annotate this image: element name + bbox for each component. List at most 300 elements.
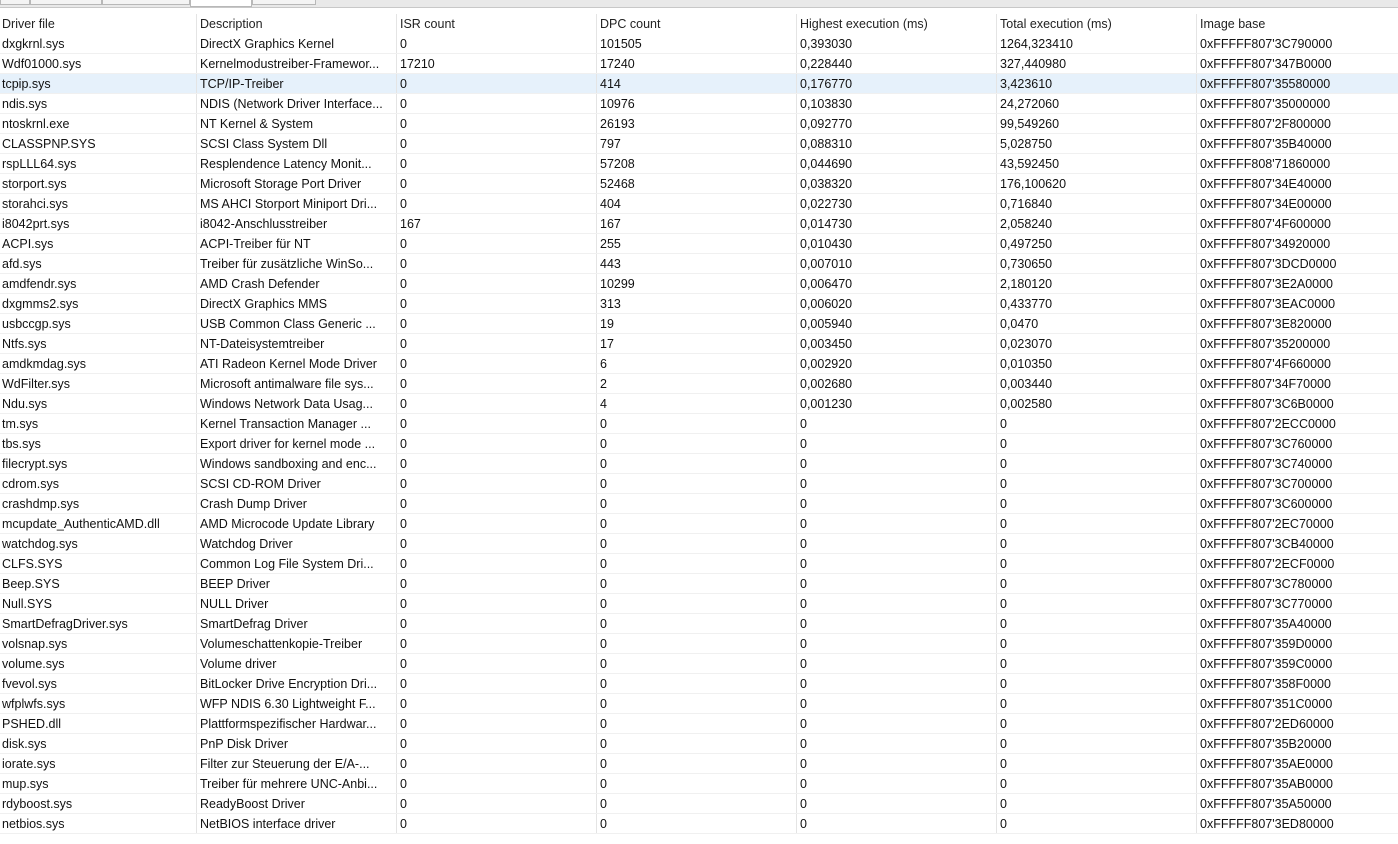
table-row[interactable] bbox=[0, 594, 1398, 614]
driver-file-cell: PSHED.dll bbox=[0, 714, 197, 733]
table-header bbox=[0, 14, 1398, 34]
description-cell: Treiber für mehrere UNC-Anbi... bbox=[197, 774, 397, 793]
table-row[interactable] bbox=[0, 194, 1398, 214]
highest-execution-cell: 0 bbox=[797, 574, 997, 593]
total-execution-cell: 0 bbox=[997, 434, 1197, 453]
description-cell: Kernel Transaction Manager ... bbox=[197, 414, 397, 433]
isr-count-cell: 17210 bbox=[397, 54, 597, 73]
isr-count-cell: 0 bbox=[397, 794, 597, 813]
highest-execution-cell: 0,002680 bbox=[797, 374, 997, 393]
table-row[interactable] bbox=[0, 394, 1398, 414]
highest-execution-cell: 0,007010 bbox=[797, 254, 997, 273]
highest-execution-cell: 0,014730 bbox=[797, 214, 997, 233]
driver-file-cell: Ndu.sys bbox=[0, 394, 197, 413]
driver-file-cell: volume.sys bbox=[0, 654, 197, 673]
image-base-cell: 0xFFFFF807'2EC70000 bbox=[1200, 517, 1334, 531]
highest-execution-cell: 0 bbox=[797, 694, 997, 713]
image-base-cell: 0xFFFFF807'2F800000 bbox=[1200, 117, 1331, 131]
table-row[interactable] bbox=[0, 674, 1398, 694]
dpc-count-cell: 0 bbox=[597, 674, 797, 693]
dpc-count-cell: 0 bbox=[597, 454, 797, 473]
image-base-cell: 0xFFFFF807'35B20000 bbox=[1200, 737, 1332, 751]
isr-count-cell: 0 bbox=[397, 154, 597, 173]
driver-file-cell: crashdmp.sys bbox=[0, 494, 197, 513]
driver-file-cell: storport.sys bbox=[0, 174, 197, 193]
isr-count-cell: 0 bbox=[397, 114, 597, 133]
description-cell: Resplendence Latency Monit... bbox=[197, 154, 397, 173]
image-base-cell: 0xFFFFF807'3EAC0000 bbox=[1200, 297, 1336, 311]
table-row[interactable] bbox=[0, 54, 1398, 74]
description-cell: PnP Disk Driver bbox=[197, 734, 397, 753]
isr-count-cell: 0 bbox=[397, 254, 597, 273]
total-execution-cell: 0 bbox=[997, 474, 1197, 493]
total-execution-cell: 1264,323410 bbox=[997, 34, 1197, 53]
column-header-dpc-count[interactable]: DPC count bbox=[597, 14, 797, 34]
table-row[interactable] bbox=[0, 554, 1398, 574]
total-execution-cell: 3,423610 bbox=[997, 74, 1197, 93]
dpc-count-cell: 0 bbox=[597, 774, 797, 793]
total-execution-cell: 0 bbox=[997, 754, 1197, 773]
total-execution-cell: 176,100620 bbox=[997, 174, 1197, 193]
isr-count-cell: 0 bbox=[397, 454, 597, 473]
dpc-count-cell: 0 bbox=[597, 614, 797, 633]
column-header-image-base[interactable]: Image base bbox=[1200, 17, 1266, 31]
total-execution-cell: 0 bbox=[997, 514, 1197, 533]
driver-file-cell: disk.sys bbox=[0, 734, 197, 753]
image-base-cell: 0xFFFFF807'34920000 bbox=[1200, 237, 1331, 251]
isr-count-cell: 0 bbox=[397, 654, 597, 673]
highest-execution-cell: 0 bbox=[797, 554, 997, 573]
isr-count-cell: 0 bbox=[397, 354, 597, 373]
dpc-count-cell: 10976 bbox=[597, 94, 797, 113]
table-row[interactable] bbox=[0, 694, 1398, 714]
description-cell: Windows sandboxing and enc... bbox=[197, 454, 397, 473]
dpc-count-cell: 443 bbox=[597, 254, 797, 273]
total-execution-cell: 0,010350 bbox=[997, 354, 1197, 373]
isr-count-cell: 0 bbox=[397, 394, 597, 413]
table-row[interactable] bbox=[0, 514, 1398, 534]
image-base-cell: 0xFFFFF807'3CB40000 bbox=[1200, 537, 1334, 551]
isr-count-cell: 0 bbox=[397, 334, 597, 353]
table-row[interactable] bbox=[0, 154, 1398, 174]
table-row[interactable] bbox=[0, 794, 1398, 814]
total-execution-cell: 2,180120 bbox=[997, 274, 1197, 293]
table-row[interactable] bbox=[0, 294, 1398, 314]
dpc-count-cell: 52468 bbox=[597, 174, 797, 193]
tab-drivers[interactable] bbox=[190, 0, 252, 7]
isr-count-cell: 0 bbox=[397, 194, 597, 213]
highest-execution-cell: 0 bbox=[797, 794, 997, 813]
highest-execution-cell: 0 bbox=[797, 654, 997, 673]
column-header-driver-file[interactable]: Driver file bbox=[0, 14, 197, 34]
highest-execution-cell: 0,044690 bbox=[797, 154, 997, 173]
table-row[interactable] bbox=[0, 74, 1398, 94]
image-base-cell: 0xFFFFF807'2ECC0000 bbox=[1200, 417, 1336, 431]
isr-count-cell: 0 bbox=[397, 274, 597, 293]
driver-file-cell: tbs.sys bbox=[0, 434, 197, 453]
total-execution-cell: 5,028750 bbox=[997, 134, 1197, 153]
total-execution-cell: 0 bbox=[997, 814, 1197, 833]
highest-execution-cell: 0 bbox=[797, 494, 997, 513]
table-row[interactable] bbox=[0, 234, 1398, 254]
highest-execution-cell: 0,005940 bbox=[797, 314, 997, 333]
description-cell: AMD Microcode Update Library bbox=[197, 514, 397, 533]
description-cell: ATI Radeon Kernel Mode Driver bbox=[197, 354, 397, 373]
total-execution-cell: 0,433770 bbox=[997, 294, 1197, 313]
driver-file-cell: Ntfs.sys bbox=[0, 334, 197, 353]
total-execution-cell: 0,0470 bbox=[997, 314, 1197, 333]
highest-execution-cell: 0 bbox=[797, 434, 997, 453]
table-row[interactable] bbox=[0, 214, 1398, 234]
description-cell: NDIS (Network Driver Interface... bbox=[197, 94, 397, 113]
image-base-cell: 0xFFFFF807'351C0000 bbox=[1200, 697, 1333, 711]
driver-file-cell: CLFS.SYS bbox=[0, 554, 197, 573]
isr-count-cell: 0 bbox=[397, 734, 597, 753]
total-execution-cell: 0 bbox=[997, 774, 1197, 793]
dpc-count-cell: 101505 bbox=[597, 34, 797, 53]
driver-file-cell: iorate.sys bbox=[0, 754, 197, 773]
dpc-count-cell: 17240 bbox=[597, 54, 797, 73]
table-row[interactable] bbox=[0, 34, 1398, 54]
dpc-count-cell: 0 bbox=[597, 794, 797, 813]
driver-file-cell: cdrom.sys bbox=[0, 474, 197, 493]
total-execution-cell: 0 bbox=[997, 794, 1197, 813]
description-cell: Export driver for kernel mode ... bbox=[197, 434, 397, 453]
table-row[interactable] bbox=[0, 814, 1398, 834]
description-cell: Volumeschattenkopie-Treiber bbox=[197, 634, 397, 653]
driver-file-cell: Wdf01000.sys bbox=[0, 54, 197, 73]
isr-count-cell: 0 bbox=[397, 94, 597, 113]
description-cell: BEEP Driver bbox=[197, 574, 397, 593]
total-execution-cell: 0 bbox=[997, 554, 1197, 573]
total-execution-cell: 0 bbox=[997, 534, 1197, 553]
table-row[interactable] bbox=[0, 174, 1398, 194]
table-row[interactable] bbox=[0, 614, 1398, 634]
highest-execution-cell: 0 bbox=[797, 454, 997, 473]
description-cell: SCSI Class System Dll bbox=[197, 134, 397, 153]
highest-execution-cell: 0,092770 bbox=[797, 114, 997, 133]
image-base-cell: 0xFFFFF807'35200000 bbox=[1200, 337, 1331, 351]
table-row[interactable] bbox=[0, 494, 1398, 514]
isr-count-cell: 0 bbox=[397, 474, 597, 493]
table-row[interactable] bbox=[0, 114, 1398, 134]
driver-file-cell: Beep.SYS bbox=[0, 574, 197, 593]
table-row[interactable] bbox=[0, 474, 1398, 494]
highest-execution-cell: 0,103830 bbox=[797, 94, 997, 113]
dpc-count-cell: 797 bbox=[597, 134, 797, 153]
table-row[interactable] bbox=[0, 754, 1398, 774]
highest-execution-cell: 0,393030 bbox=[797, 34, 997, 53]
isr-count-cell: 0 bbox=[397, 314, 597, 333]
highest-execution-cell: 0 bbox=[797, 414, 997, 433]
driver-file-cell: tcpip.sys bbox=[0, 74, 197, 93]
description-cell: TCP/IP-Treiber bbox=[197, 74, 397, 93]
dpc-count-cell: 0 bbox=[597, 594, 797, 613]
description-cell: NULL Driver bbox=[197, 594, 397, 613]
image-base-cell: 0xFFFFF807'347B0000 bbox=[1200, 57, 1332, 71]
image-base-cell: 0xFFFFF807'35A50000 bbox=[1200, 797, 1332, 811]
table-row[interactable] bbox=[0, 434, 1398, 454]
table-row[interactable] bbox=[0, 94, 1398, 114]
total-execution-cell: 0,497250 bbox=[997, 234, 1197, 253]
description-cell: DirectX Graphics MMS bbox=[197, 294, 397, 313]
isr-count-cell: 0 bbox=[397, 614, 597, 633]
image-base-cell: 0xFFFFF807'3ED80000 bbox=[1200, 817, 1334, 831]
description-cell: SCSI CD-ROM Driver bbox=[197, 474, 397, 493]
description-cell: NT-Dateisystemtreiber bbox=[197, 334, 397, 353]
dpc-count-cell: 0 bbox=[597, 474, 797, 493]
image-base-cell: 0xFFFFF807'3C780000 bbox=[1200, 577, 1333, 591]
image-base-cell: 0xFFFFF807'3C6B0000 bbox=[1200, 397, 1334, 411]
total-execution-cell: 0 bbox=[997, 634, 1197, 653]
isr-count-cell: 0 bbox=[397, 294, 597, 313]
isr-count-cell: 0 bbox=[397, 134, 597, 153]
driver-file-cell: wfplwfs.sys bbox=[0, 694, 197, 713]
driver-file-cell: storahci.sys bbox=[0, 194, 197, 213]
image-base-cell: 0xFFFFF807'359D0000 bbox=[1200, 637, 1333, 651]
driver-file-cell: fvevol.sys bbox=[0, 674, 197, 693]
dpc-count-cell: 10299 bbox=[597, 274, 797, 293]
dpc-count-cell: 313 bbox=[597, 294, 797, 313]
table-row[interactable] bbox=[0, 454, 1398, 474]
total-execution-cell: 0 bbox=[997, 654, 1197, 673]
driver-file-cell: volsnap.sys bbox=[0, 634, 197, 653]
isr-count-cell: 0 bbox=[397, 574, 597, 593]
dpc-count-cell: 255 bbox=[597, 234, 797, 253]
image-base-cell: 0xFFFFF807'3C760000 bbox=[1200, 437, 1333, 451]
driver-file-cell: watchdog.sys bbox=[0, 534, 197, 553]
image-base-cell: 0xFFFFF807'3DCD0000 bbox=[1200, 257, 1337, 271]
description-cell: Filter zur Steuerung der E/A-... bbox=[197, 754, 397, 773]
image-base-cell: 0xFFFFF807'3E820000 bbox=[1200, 317, 1332, 331]
highest-execution-cell: 0,010430 bbox=[797, 234, 997, 253]
driver-file-cell: SmartDefragDriver.sys bbox=[0, 614, 197, 633]
image-base-cell: 0xFFFFF807'359C0000 bbox=[1200, 657, 1333, 671]
description-cell: SmartDefrag Driver bbox=[197, 614, 397, 633]
isr-count-cell: 0 bbox=[397, 414, 597, 433]
tab-5[interactable] bbox=[252, 0, 316, 5]
dpc-count-cell: 4 bbox=[597, 394, 797, 413]
image-base-cell: 0xFFFFF807'3C740000 bbox=[1200, 457, 1333, 471]
driver-file-cell: Null.SYS bbox=[0, 594, 197, 613]
table-row[interactable] bbox=[0, 354, 1398, 374]
image-base-cell: 0xFFFFF807'35AB0000 bbox=[1200, 777, 1334, 791]
total-execution-cell: 0,003440 bbox=[997, 374, 1197, 393]
highest-execution-cell: 0,002920 bbox=[797, 354, 997, 373]
driver-file-cell: tm.sys bbox=[0, 414, 197, 433]
isr-count-cell: 0 bbox=[397, 74, 597, 93]
dpc-count-cell: 0 bbox=[597, 514, 797, 533]
table-row[interactable] bbox=[0, 374, 1398, 394]
total-execution-cell: 0,002580 bbox=[997, 394, 1197, 413]
dpc-count-cell: 0 bbox=[597, 574, 797, 593]
description-cell: ACPI-Treiber für NT bbox=[197, 234, 397, 253]
description-cell: Microsoft antimalware file sys... bbox=[197, 374, 397, 393]
driver-file-cell: rspLLL64.sys bbox=[0, 154, 197, 173]
description-cell: Watchdog Driver bbox=[197, 534, 397, 553]
drivers-table bbox=[0, 14, 1398, 834]
isr-count-cell: 0 bbox=[397, 554, 597, 573]
description-cell: ReadyBoost Driver bbox=[197, 794, 397, 813]
table-row[interactable] bbox=[0, 134, 1398, 154]
image-base-cell: 0xFFFFF807'4F600000 bbox=[1200, 217, 1331, 231]
total-execution-cell: 0 bbox=[997, 714, 1197, 733]
driver-file-cell: ndis.sys bbox=[0, 94, 197, 113]
highest-execution-cell: 0,001230 bbox=[797, 394, 997, 413]
description-cell: Microsoft Storage Port Driver bbox=[197, 174, 397, 193]
highest-execution-cell: 0,228440 bbox=[797, 54, 997, 73]
highest-execution-cell: 0 bbox=[797, 634, 997, 653]
table-body bbox=[0, 34, 1398, 834]
table-row[interactable] bbox=[0, 274, 1398, 294]
driver-file-cell: afd.sys bbox=[0, 254, 197, 273]
highest-execution-cell: 0 bbox=[797, 514, 997, 533]
image-base-cell: 0xFFFFF807'35AE0000 bbox=[1200, 757, 1334, 771]
dpc-count-cell: 0 bbox=[597, 554, 797, 573]
driver-file-cell: mcupdate_AuthenticAMD.dll bbox=[0, 514, 197, 533]
description-cell: Kernelmodustreiber-Framewor... bbox=[197, 54, 397, 73]
dpc-count-cell: 0 bbox=[597, 754, 797, 773]
dpc-count-cell: 0 bbox=[597, 714, 797, 733]
column-header-total-execution[interactable]: Total execution (ms) bbox=[997, 14, 1197, 34]
image-base-cell: 0xFFFFF807'3C600000 bbox=[1200, 497, 1333, 511]
driver-file-cell: ntoskrnl.exe bbox=[0, 114, 197, 133]
column-header-isr-count[interactable]: ISR count bbox=[397, 14, 597, 34]
image-base-cell: 0xFFFFF807'35580000 bbox=[1200, 77, 1331, 91]
highest-execution-cell: 0,176770 bbox=[797, 74, 997, 93]
isr-count-cell: 0 bbox=[397, 34, 597, 53]
total-execution-cell: 0 bbox=[997, 594, 1197, 613]
description-cell: AMD Crash Defender bbox=[197, 274, 397, 293]
dpc-count-cell: 414 bbox=[597, 74, 797, 93]
description-cell: Common Log File System Dri... bbox=[197, 554, 397, 573]
image-base-cell: 0xFFFFF807'4F660000 bbox=[1200, 357, 1331, 371]
isr-count-cell: 0 bbox=[397, 374, 597, 393]
tab-2[interactable] bbox=[30, 0, 102, 5]
image-base-cell: 0xFFFFF807'358F0000 bbox=[1200, 677, 1331, 691]
dpc-count-cell: 6 bbox=[597, 354, 797, 373]
image-base-cell: 0xFFFFF807'35A40000 bbox=[1200, 617, 1332, 631]
driver-file-cell: dxgkrnl.sys bbox=[0, 34, 197, 53]
image-base-cell: 0xFFFFF808'71860000 bbox=[1200, 157, 1331, 171]
description-cell: Treiber für zusätzliche WinSo... bbox=[197, 254, 397, 273]
total-execution-cell: 327,440980 bbox=[997, 54, 1197, 73]
table-row[interactable] bbox=[0, 334, 1398, 354]
tab-1[interactable] bbox=[0, 0, 30, 5]
dpc-count-cell: 0 bbox=[597, 414, 797, 433]
driver-file-cell: amdfendr.sys bbox=[0, 274, 197, 293]
table-row[interactable] bbox=[0, 734, 1398, 754]
tab-strip bbox=[0, 0, 1398, 8]
table-row[interactable] bbox=[0, 414, 1398, 434]
highest-execution-cell: 0 bbox=[797, 774, 997, 793]
dpc-count-cell: 2 bbox=[597, 374, 797, 393]
image-base-cell: 0xFFFFF807'34E40000 bbox=[1200, 177, 1332, 191]
table-row[interactable] bbox=[0, 574, 1398, 594]
description-cell: Crash Dump Driver bbox=[197, 494, 397, 513]
total-execution-cell: 0 bbox=[997, 454, 1197, 473]
total-execution-cell: 43,592450 bbox=[997, 154, 1197, 173]
total-execution-cell: 0,716840 bbox=[997, 194, 1197, 213]
description-cell: Windows Network Data Usag... bbox=[197, 394, 397, 413]
description-cell: i8042-Anschlusstreiber bbox=[197, 214, 397, 233]
isr-count-cell: 167 bbox=[397, 214, 597, 233]
dpc-count-cell: 0 bbox=[597, 654, 797, 673]
total-execution-cell: 0 bbox=[997, 494, 1197, 513]
isr-count-cell: 0 bbox=[397, 594, 597, 613]
description-cell: DirectX Graphics Kernel bbox=[197, 34, 397, 53]
dpc-count-cell: 404 bbox=[597, 194, 797, 213]
total-execution-cell: 24,272060 bbox=[997, 94, 1197, 113]
description-cell: NetBIOS interface driver bbox=[197, 814, 397, 833]
table-row[interactable] bbox=[0, 774, 1398, 794]
highest-execution-cell: 0 bbox=[797, 754, 997, 773]
driver-file-cell: mup.sys bbox=[0, 774, 197, 793]
total-execution-cell: 2,058240 bbox=[997, 214, 1197, 233]
driver-file-cell: ACPI.sys bbox=[0, 234, 197, 253]
isr-count-cell: 0 bbox=[397, 694, 597, 713]
image-base-cell: 0xFFFFF807'34E00000 bbox=[1200, 197, 1332, 211]
driver-file-cell: amdkmdag.sys bbox=[0, 354, 197, 373]
total-execution-cell: 0 bbox=[997, 674, 1197, 693]
dpc-count-cell: 0 bbox=[597, 814, 797, 833]
isr-count-cell: 0 bbox=[397, 434, 597, 453]
isr-count-cell: 0 bbox=[397, 674, 597, 693]
dpc-count-cell: 0 bbox=[597, 694, 797, 713]
driver-file-cell: CLASSPNP.SYS bbox=[0, 134, 197, 153]
driver-file-cell: netbios.sys bbox=[0, 814, 197, 833]
image-base-cell: 0xFFFFF807'3C790000 bbox=[1200, 37, 1333, 51]
table-row[interactable] bbox=[0, 314, 1398, 334]
highest-execution-cell: 0 bbox=[797, 674, 997, 693]
table-row[interactable] bbox=[0, 534, 1398, 554]
image-base-cell: 0xFFFFF807'34F70000 bbox=[1200, 377, 1331, 391]
table-row[interactable] bbox=[0, 254, 1398, 274]
description-cell: NT Kernel & System bbox=[197, 114, 397, 133]
highest-execution-cell: 0 bbox=[797, 614, 997, 633]
highest-execution-cell: 0,088310 bbox=[797, 134, 997, 153]
description-cell: WFP NDIS 6.30 Lightweight F... bbox=[197, 694, 397, 713]
tab-3[interactable] bbox=[102, 0, 190, 5]
description-cell: Volume driver bbox=[197, 654, 397, 673]
table-row[interactable] bbox=[0, 634, 1398, 654]
column-header-description[interactable]: Description bbox=[197, 14, 397, 34]
table-row[interactable] bbox=[0, 654, 1398, 674]
dpc-count-cell: 167 bbox=[597, 214, 797, 233]
column-header-highest-execution[interactable]: Highest execution (ms) bbox=[797, 14, 997, 34]
dpc-count-cell: 26193 bbox=[597, 114, 797, 133]
description-cell: MS AHCI Storport Miniport Dri... bbox=[197, 194, 397, 213]
image-base-cell: 0xFFFFF807'3C700000 bbox=[1200, 477, 1333, 491]
dpc-count-cell: 57208 bbox=[597, 154, 797, 173]
total-execution-cell: 0,730650 bbox=[997, 254, 1197, 273]
isr-count-cell: 0 bbox=[397, 494, 597, 513]
description-cell: USB Common Class Generic ... bbox=[197, 314, 397, 333]
isr-count-cell: 0 bbox=[397, 234, 597, 253]
table-row[interactable] bbox=[0, 714, 1398, 734]
driver-file-cell: dxgmms2.sys bbox=[0, 294, 197, 313]
isr-count-cell: 0 bbox=[397, 634, 597, 653]
highest-execution-cell: 0 bbox=[797, 814, 997, 833]
image-base-cell: 0xFFFFF807'35B40000 bbox=[1200, 137, 1332, 151]
isr-count-cell: 0 bbox=[397, 174, 597, 193]
isr-count-cell: 0 bbox=[397, 754, 597, 773]
highest-execution-cell: 0,003450 bbox=[797, 334, 997, 353]
highest-execution-cell: 0,022730 bbox=[797, 194, 997, 213]
image-base-cell: 0xFFFFF807'2ED60000 bbox=[1200, 717, 1334, 731]
description-cell: BitLocker Drive Encryption Dri... bbox=[197, 674, 397, 693]
total-execution-cell: 0 bbox=[997, 414, 1197, 433]
